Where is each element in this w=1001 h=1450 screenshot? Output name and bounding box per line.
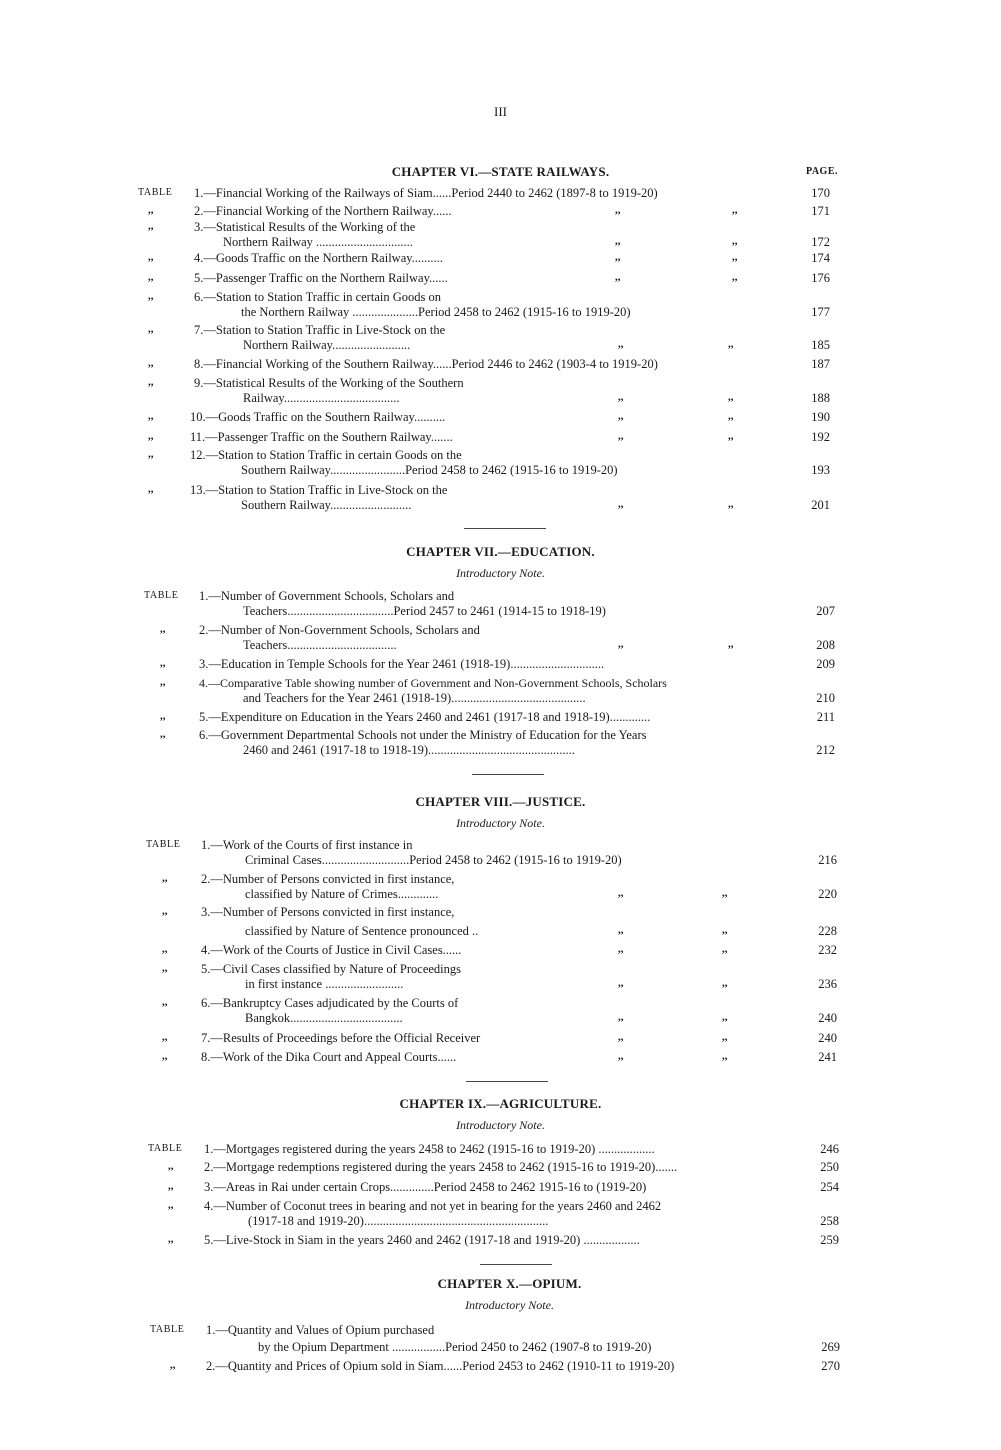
entry-page: 210 <box>816 691 835 705</box>
entry-text: 1.—Financial Working of the Railways of Siam......Period 2440 to 2462 (1897-8 to 1919-20) <box>194 186 658 200</box>
ditto-mark: ,, <box>162 1050 168 1062</box>
ditto-mark: ,, <box>162 905 168 917</box>
chapter-subtitle: Introductory Note. <box>456 1118 545 1132</box>
ditto-mark: ,, <box>728 498 734 510</box>
ditto-mark: ,, <box>618 1050 624 1062</box>
entry-page: 241 <box>818 1050 837 1064</box>
entry-page: 207 <box>816 604 835 618</box>
ditto-mark: ,, <box>162 943 168 955</box>
ditto-mark: ,, <box>160 657 166 669</box>
chapter-vi-heading <box>0 164 1001 180</box>
ditto-mark: ,, <box>732 235 738 247</box>
ditto-mark: ,, <box>615 204 621 216</box>
ditto-mark: ,, <box>162 1031 168 1043</box>
ditto-mark: ,, <box>618 498 624 510</box>
ditto-mark: ,, <box>168 1180 174 1192</box>
entry-page: 258 <box>820 1214 839 1228</box>
entry-text-continued: classified by Nature of Crimes............. <box>245 887 439 901</box>
ditto-mark: ,, <box>618 410 624 422</box>
entry-text: 3.—Education in Temple Schools for the Year 2461 (1918-19).............................. <box>199 657 605 671</box>
ditto-mark: ,, <box>722 924 728 936</box>
ditto-mark: ,, <box>148 410 154 422</box>
ditto-mark: ,, <box>170 1359 176 1371</box>
entry-text: 6.—Station to Station Traffic in certain Goods on <box>194 290 441 304</box>
ditto-mark: ,, <box>148 220 154 232</box>
ditto-mark: ,, <box>722 943 728 955</box>
entry-text: 1.—Number of Government Schools, Scholars and <box>199 589 455 603</box>
ditto-mark: ,, <box>618 887 624 899</box>
ditto-mark: ,, <box>148 251 154 263</box>
entry-page: 240 <box>818 1031 837 1045</box>
entry-text-continued: Railway..................................... <box>243 391 400 405</box>
ditto-mark: ,, <box>728 410 734 422</box>
section-divider <box>472 774 544 775</box>
entry-text: 4.—Work of the Courts of Justice in Civil Cases...... <box>201 943 462 957</box>
chapter-title: CHAPTER X.—OPIUM. <box>437 1276 582 1291</box>
entry-page: 193 <box>811 463 830 477</box>
entry-text: 9.—Statistical Results of the Working of the Southern <box>194 376 464 390</box>
ditto-mark: ,, <box>618 1011 624 1023</box>
entry-text: 13.—Station to Station Traffic in Live-Stock on the <box>190 483 448 497</box>
entry-text: 2.—Financial Working of the Northern Railway...... <box>194 204 452 218</box>
ditto-mark: ,, <box>728 338 734 350</box>
entry-text: 4.—Comparative Table showing number of Government and Non-Government Schools, Scholars <box>199 676 667 690</box>
entry-page: 236 <box>818 977 837 991</box>
entry-text: 11.—Passenger Traffic on the Southern Railway....... <box>190 430 453 444</box>
chapter-title: CHAPTER VII.—EDUCATION. <box>406 544 595 559</box>
entry-text-continued: the Northern Railway .....................Period 2458 to 2462 (1915-16 to 1919-20) <box>241 305 631 319</box>
chapter-viii-heading <box>0 794 1001 831</box>
entry-text-continued: Bangkok.................................... <box>245 1011 403 1025</box>
entry-page: 211 <box>816 710 835 724</box>
entry-page: 212 <box>816 743 835 757</box>
entry-text: 5.—Passenger Traffic on the Northern Railway...... <box>194 271 448 285</box>
ditto-mark: ,, <box>618 924 624 936</box>
entry-text-continued: and Teachers for the Year 2461 (1918-19)........................................... <box>243 691 586 705</box>
entry-text: 10.—Goods Traffic on the Southern Railway.......... <box>190 410 446 424</box>
ditto-mark: ,, <box>148 430 154 442</box>
ditto-mark: ,, <box>722 887 728 899</box>
entry-page: 220 <box>818 887 837 901</box>
ditto-mark: ,, <box>168 1160 174 1172</box>
ditto-mark: ,, <box>148 271 154 283</box>
table-label: TABLE <box>148 1143 183 1154</box>
entry-text-continued: Teachers................................... <box>243 638 397 652</box>
entry-text: 3.—Statistical Results of the Working of the <box>194 220 416 234</box>
ditto-mark: ,, <box>148 483 154 495</box>
chapter-vii-heading <box>0 544 1001 581</box>
entry-text-continued: 2460 and 2461 (1917-18 to 1918-19)............................................... <box>243 743 575 757</box>
entry-page: 250 <box>820 1160 839 1174</box>
ditto-mark: ,, <box>728 391 734 403</box>
ditto-mark: ,, <box>615 271 621 283</box>
entry-text: 4.—Goods Traffic on the Northern Railway.......... <box>194 251 443 265</box>
entry-text-continued: Southern Railway.......................... <box>241 498 412 512</box>
entry-page: 254 <box>820 1180 839 1194</box>
entry-text-continued: classified by Nature of Sentence pronounced .. <box>245 924 479 938</box>
ditto-mark: ,, <box>162 996 168 1008</box>
entry-text: 2.—Number of Non-Government Schools, Scholars and <box>199 623 480 637</box>
chapter-subtitle: Introductory Note. <box>465 1298 554 1312</box>
ditto-mark: ,, <box>148 290 154 302</box>
entry-text: 5.—Expenditure on Education in the Years 2460 and 2461 (1917-18 and 1918-19)............. <box>199 710 651 724</box>
entry-text: 1.—Work of the Courts of first instance in <box>201 838 413 852</box>
ditto-mark: ,, <box>162 962 168 974</box>
entry-page: 190 <box>811 410 830 424</box>
ditto-mark: ,, <box>148 448 154 460</box>
ditto-mark: ,, <box>732 251 738 263</box>
entry-text: 5.—Civil Cases classified by Nature of Proceedings <box>201 962 462 976</box>
page-column-heading: PAGE. <box>805 166 838 177</box>
entry-text: 5.—Live-Stock in Siam in the years 2460 and 2462 (1917-18 and 1919-20) .................. <box>204 1233 640 1247</box>
entry-page: 187 <box>811 357 830 371</box>
ditto-mark: ,, <box>148 204 154 216</box>
section-divider <box>480 1264 552 1265</box>
ditto-mark: ,, <box>160 676 166 688</box>
table-label: TABLE <box>150 1324 185 1335</box>
ditto-mark: ,, <box>722 977 728 989</box>
entry-text-continued: Teachers..................................Period 2457 to 2461 (1914-15 to 1918-19) <box>243 604 606 618</box>
entry-page: 232 <box>818 943 837 957</box>
ditto-mark: ,, <box>168 1199 174 1211</box>
entry-page: 228 <box>818 924 837 938</box>
ditto-mark: ,, <box>732 271 738 283</box>
ditto-mark: ,, <box>615 251 621 263</box>
entry-page: 171 <box>811 204 830 218</box>
entry-page: 170 <box>811 186 830 200</box>
ditto-mark: ,, <box>618 638 624 650</box>
entry-text: 6.—Government Departmental Schools not under the Ministry of Education for the Years <box>199 728 647 742</box>
entry-page: 240 <box>818 1011 837 1025</box>
chapter-subtitle: Introductory Note. <box>456 566 545 580</box>
ditto-mark: ,, <box>618 338 624 350</box>
ditto-mark: ,, <box>728 430 734 442</box>
ditto-mark: ,, <box>160 710 166 722</box>
entry-text-continued: Northern Railway......................... <box>243 338 411 352</box>
ditto-mark: ,, <box>618 391 624 403</box>
entry-text: 2.—Quantity and Prices of Opium sold in Siam......Period 2453 to 2462 (1910-11 to 1919-20) <box>206 1359 675 1373</box>
entry-text: 7.—Results of Proceedings before the Official Receiver <box>201 1031 481 1045</box>
ditto-mark: ,, <box>168 1233 174 1245</box>
entry-page: 192 <box>811 430 830 444</box>
table-label: TABLE <box>138 187 173 198</box>
entry-text: 8.—Financial Working of the Southern Railway......Period 2446 to 2462 (1903-4 to 1919-20) <box>194 357 658 371</box>
entry-page: 177 <box>811 305 830 319</box>
entry-page: 216 <box>818 853 837 867</box>
ditto-mark: ,, <box>148 376 154 388</box>
chapter-title: CHAPTER IX.—AGRICULTURE. <box>399 1096 602 1111</box>
ditto-mark: ,, <box>148 357 154 369</box>
entry-text-continued: Northern Railway ............................... <box>223 235 413 249</box>
section-divider <box>466 1081 548 1082</box>
entry-text: 1.—Quantity and Values of Opium purchased <box>206 1323 435 1337</box>
ditto-mark: ,, <box>618 1031 624 1043</box>
ditto-mark: ,, <box>722 1050 728 1062</box>
ditto-mark: ,, <box>722 1031 728 1043</box>
chapter-x-heading <box>0 1276 1001 1313</box>
chapter-subtitle: Introductory Note. <box>456 816 545 830</box>
chapter-title: CHAPTER VIII.—JUSTICE. <box>415 794 586 809</box>
table-label: TABLE <box>144 590 179 601</box>
entry-page: 246 <box>820 1142 839 1156</box>
entry-text: 7.—Station to Station Traffic in Live-Stock on the <box>194 323 446 337</box>
entry-text-continued: Southern Railway........................Period 2458 to 2462 (1915-16 to 1919-20) <box>241 463 618 477</box>
entry-text: 4.—Number of Coconut trees in bearing and not yet in bearing for the years 2460 and 2462 <box>204 1199 662 1213</box>
entry-text: 1.—Mortgages registered during the years 2458 to 2462 (1915-16 to 1919-20) .................. <box>204 1142 655 1156</box>
ditto-mark: ,, <box>160 728 166 740</box>
entry-page: 174 <box>811 251 830 265</box>
entry-page: 172 <box>811 235 830 249</box>
entry-text: 2.—Mortgage redemptions registered during the years 2458 to 2462 (1915-16 to 1919-20)....... <box>204 1160 678 1174</box>
entry-text-continued: (1917-18 and 1919-20)........................................................... <box>248 1214 549 1228</box>
entry-page: 209 <box>816 657 835 671</box>
entry-page: 270 <box>821 1359 840 1373</box>
entry-page: 208 <box>816 638 835 652</box>
ditto-mark: ,, <box>160 623 166 635</box>
entry-text: 2.—Number of Persons convicted in first instance, <box>201 872 455 886</box>
ditto-mark: ,, <box>722 1011 728 1023</box>
entry-text-continued: in first instance ......................... <box>245 977 404 991</box>
chapter-title: CHAPTER VI.—STATE RAILWAYS. <box>391 164 610 179</box>
table-label: TABLE <box>146 839 181 850</box>
entry-text: 3.—Areas in Rai under certain Crops..............Period 2458 to 2462 1915-16 to (1919-20) <box>204 1180 647 1194</box>
ditto-mark: ,, <box>618 977 624 989</box>
entry-page: 188 <box>811 391 830 405</box>
entry-page: 259 <box>820 1233 839 1247</box>
ditto-mark: ,, <box>728 638 734 650</box>
entry-text-continued: by the Opium Department .................Period 2450 to 2462 (1907-8 to 1919-20) <box>258 1340 652 1354</box>
entry-page: 185 <box>811 338 830 352</box>
entry-text: 12.—Station to Station Traffic in certain Goods on the <box>190 448 462 462</box>
entry-page: 201 <box>811 498 830 512</box>
entry-page: 269 <box>821 1340 840 1354</box>
ditto-mark: ,, <box>732 204 738 216</box>
entry-page: 176 <box>811 271 830 285</box>
ditto-mark: ,, <box>162 872 168 884</box>
ditto-mark: ,, <box>148 323 154 335</box>
ditto-mark: ,, <box>618 430 624 442</box>
ditto-mark: ,, <box>618 943 624 955</box>
section-divider <box>464 528 546 529</box>
entry-text: 6.—Bankruptcy Cases adjudicated by the Courts of <box>201 996 459 1010</box>
page-number: III <box>494 104 507 119</box>
entry-text: 8.—Work of the Dika Court and Appeal Courts...... <box>201 1050 457 1064</box>
entry-text-continued: Criminal Cases............................Period 2458 to 2462 (1915-16 to 1919-20) <box>245 853 622 867</box>
entry-text: 3.—Number of Persons convicted in first instance, <box>201 905 455 919</box>
chapter-ix-heading <box>0 1096 1001 1133</box>
ditto-mark: ,, <box>615 235 621 247</box>
